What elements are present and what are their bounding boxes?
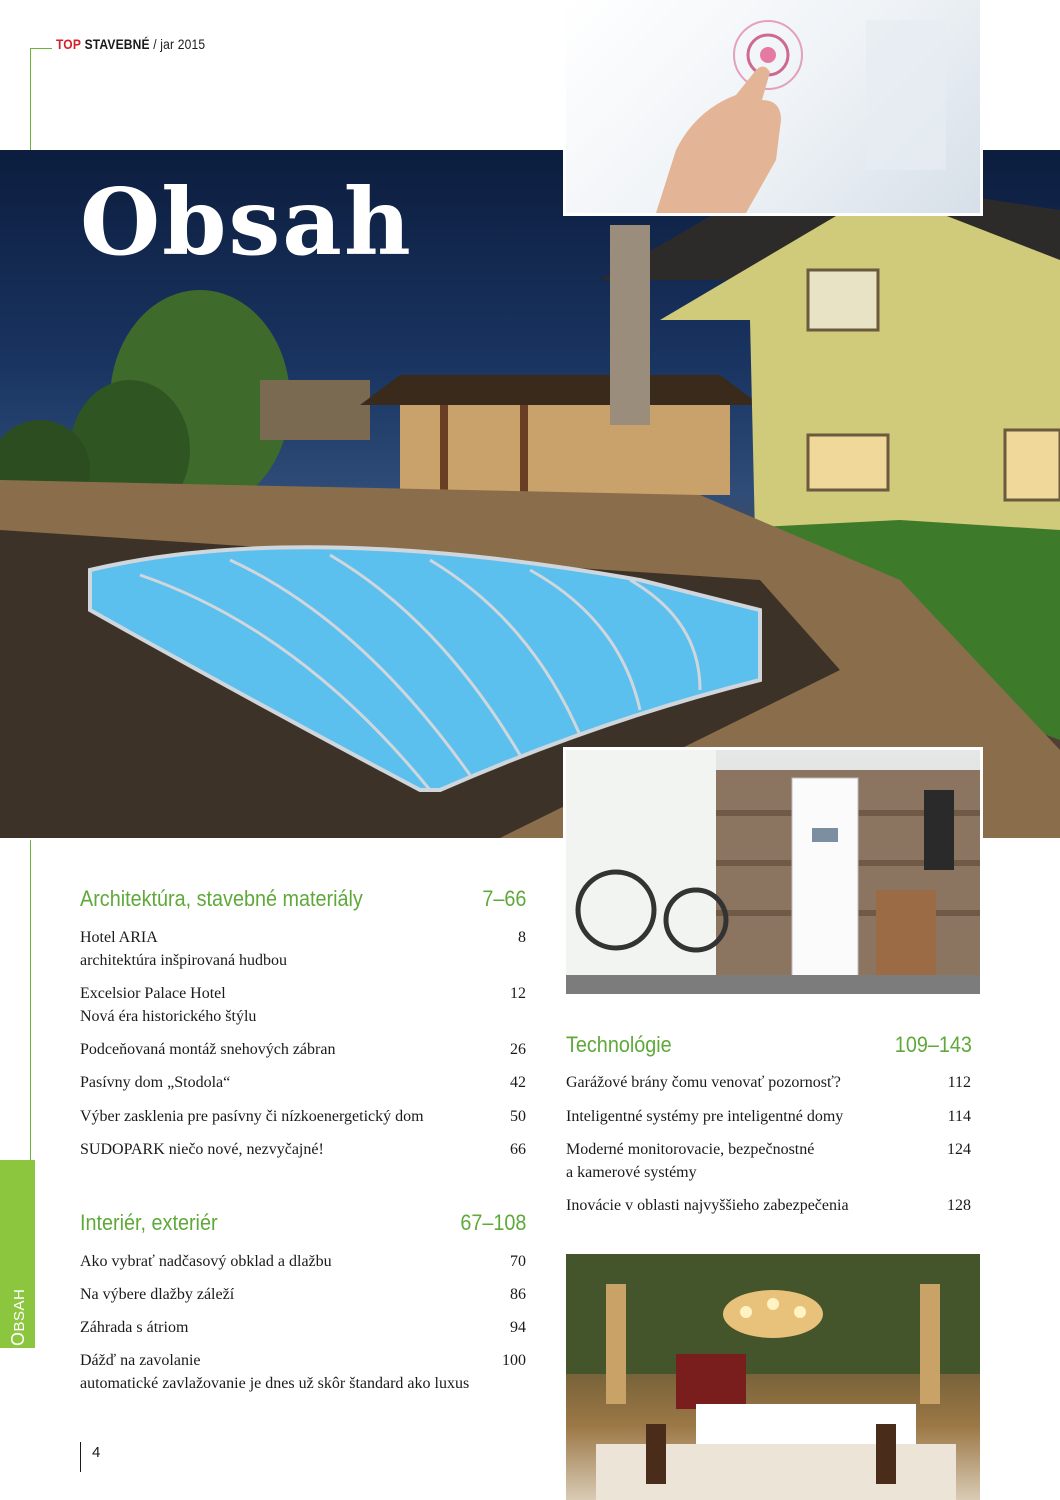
toc-entry[interactable] bbox=[80, 1138, 526, 1161]
photo-hotel-dining bbox=[566, 1254, 980, 1500]
coat bbox=[924, 790, 954, 870]
entry-title: Hotel ARIA bbox=[80, 929, 158, 946]
entry-page-number: 128 bbox=[947, 1197, 971, 1214]
brand-stavebne: STAVEBNÉ bbox=[84, 36, 150, 52]
window-light bbox=[566, 750, 716, 994]
entry-subtitle: architektúra inšpirovaná hudbou bbox=[80, 952, 288, 969]
piano bbox=[676, 1354, 746, 1409]
pergola-roof bbox=[360, 375, 760, 405]
section-title: Architektúra, stavebné materiály bbox=[80, 886, 363, 911]
section-title: Interiér, exteriér bbox=[80, 1210, 218, 1235]
section-heading bbox=[566, 1032, 972, 1058]
entry-subtitle: Nová éra historického štýlu bbox=[80, 1008, 257, 1025]
toc-entry[interactable] bbox=[80, 1250, 526, 1273]
pergola-post bbox=[440, 405, 448, 495]
entry-title: Inteligentné systémy pre inteligentné domy bbox=[566, 1108, 844, 1125]
entry-page-number: 70 bbox=[510, 1253, 526, 1270]
header-rule-vertical bbox=[30, 48, 31, 150]
entry-title: Moderné monitorovacie, bezpečnostné bbox=[566, 1141, 815, 1158]
entry-page-number: 42 bbox=[510, 1074, 526, 1091]
heat-pump-unit bbox=[792, 778, 858, 988]
wine-rack bbox=[876, 890, 936, 985]
toc-section-interier bbox=[80, 1210, 526, 1236]
entry-page-number: 8 bbox=[518, 929, 526, 946]
toc-entry[interactable] bbox=[566, 1105, 971, 1128]
section-title: Technológie bbox=[566, 1032, 672, 1057]
toc-entry[interactable] bbox=[80, 1316, 526, 1339]
entry-page-number: 94 bbox=[510, 1319, 526, 1336]
section-tab-label: OBSAH bbox=[8, 1288, 28, 1346]
window bbox=[808, 435, 888, 490]
hand-shape bbox=[656, 66, 781, 213]
toc-entry[interactable] bbox=[80, 1349, 526, 1395]
chimney bbox=[610, 225, 650, 425]
entry-title: Výber zasklenia pre pasívny či nízkoenergetický dom bbox=[80, 1108, 424, 1125]
pergola-post bbox=[520, 405, 528, 495]
entry-page-number: 12 bbox=[510, 985, 526, 1002]
issue-label: jar 2015 bbox=[160, 36, 206, 52]
window bbox=[1005, 430, 1060, 500]
section-heading bbox=[80, 886, 526, 912]
entry-title: Dážď na zavolanie bbox=[80, 1352, 201, 1369]
section-page-range: 7–66 bbox=[482, 886, 527, 911]
section-page-range: 67–108 bbox=[460, 1210, 527, 1235]
entry-subtitle: automatické zavlažovanie je dnes už skôr štandard ako luxus bbox=[80, 1375, 470, 1392]
photo-technical-room bbox=[566, 750, 980, 994]
distant-house bbox=[260, 380, 370, 440]
toc-entry[interactable] bbox=[80, 982, 526, 1028]
toc-entry[interactable] bbox=[566, 1194, 971, 1217]
page-title: Obsah bbox=[80, 168, 413, 276]
entry-title: Záhrada s átriom bbox=[80, 1319, 189, 1336]
header-rule-horizontal bbox=[30, 48, 52, 49]
entry-title: SUDOPARK niečo nové, nezvyčajné! bbox=[80, 1141, 324, 1158]
entry-page-number: 26 bbox=[510, 1041, 526, 1058]
entry-page-number: 66 bbox=[510, 1141, 526, 1158]
window bbox=[808, 270, 878, 330]
magazine-header bbox=[56, 36, 205, 52]
entry-title: Na výbere dlažby záleží bbox=[80, 1286, 235, 1303]
technical-room-illustration bbox=[566, 750, 980, 994]
photo-smart-touch bbox=[566, 0, 980, 213]
toc-entry[interactable] bbox=[80, 926, 526, 972]
toc-entry[interactable] bbox=[566, 1138, 971, 1184]
pergola-interior bbox=[400, 405, 730, 495]
toc-entry[interactable] bbox=[80, 1071, 526, 1094]
entry-title: Pasívny dom „Stodola“ bbox=[80, 1074, 231, 1091]
entry-page-number: 114 bbox=[947, 1108, 971, 1125]
entry-page-number: 124 bbox=[947, 1141, 971, 1158]
section-heading bbox=[80, 1210, 526, 1236]
entry-title: Excelsior Palace Hotel bbox=[80, 985, 226, 1002]
toc-section-architektura bbox=[80, 886, 526, 912]
entry-title: Ako vybrať nadčasový obklad a dlažbu bbox=[80, 1253, 332, 1270]
entry-page-number: 112 bbox=[947, 1074, 971, 1091]
entry-title: Garážové brány čomu venovať pozornosť? bbox=[566, 1074, 841, 1091]
toc-entry[interactable] bbox=[80, 1038, 526, 1061]
chair bbox=[876, 1424, 896, 1484]
entry-page-number: 50 bbox=[510, 1108, 526, 1125]
page-number: 4 bbox=[92, 1444, 101, 1461]
toc-entry[interactable] bbox=[566, 1071, 971, 1094]
touch-illustration bbox=[566, 0, 980, 213]
entry-subtitle: a kamerové systémy bbox=[566, 1164, 697, 1181]
page-number-rule bbox=[80, 1442, 81, 1472]
header-separator: / bbox=[153, 36, 157, 52]
brand-top: TOP bbox=[56, 36, 82, 52]
toc-section-technologie bbox=[566, 1032, 972, 1058]
dining-illustration bbox=[566, 1254, 980, 1500]
entry-title: Inovácie v oblasti najvyššieho zabezpečenia bbox=[566, 1197, 849, 1214]
entry-page-number: 100 bbox=[502, 1352, 526, 1369]
chair bbox=[646, 1424, 666, 1484]
entry-title: Podceňovaná montáž snehových zábran bbox=[80, 1041, 336, 1058]
entry-page-number: 86 bbox=[510, 1286, 526, 1303]
section-page-range: 109–143 bbox=[894, 1032, 972, 1057]
toc-entry[interactable] bbox=[80, 1105, 526, 1128]
toc-entry[interactable] bbox=[80, 1283, 526, 1306]
chandelier bbox=[723, 1290, 823, 1338]
side-rule bbox=[30, 840, 31, 1170]
